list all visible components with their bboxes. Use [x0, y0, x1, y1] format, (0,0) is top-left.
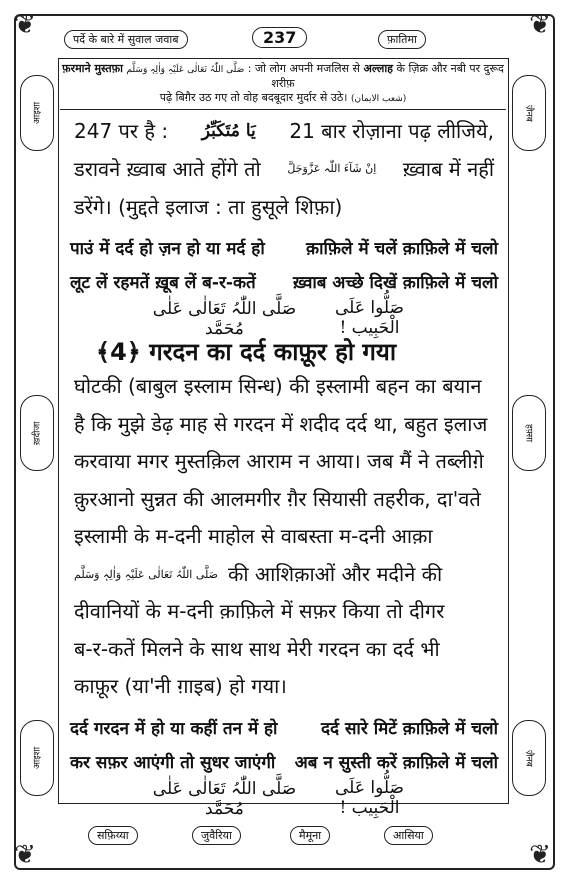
verse-line: [70, 716, 498, 739]
verse-line: [70, 236, 498, 259]
intro-arabic: یَا مُتَکَبِّرُ: [201, 121, 256, 141]
intro-pre: डरेंगे। (मुद्दते इलाज : ता हुसूले शिफ़ा): [74, 195, 343, 219]
verse-right: दर्द सारे मिटें क़ाफ़िले में चलो: [320, 719, 498, 739]
paragraph-line: ब-र-कतें मिलने के साथ साथ मेरी गरदन का दर्द भी: [74, 636, 440, 661]
notice-label: फ़रमाने मुस्तफ़ा: [62, 62, 123, 75]
intro-pre: डरावने ख़्वाब आते होंगे तो: [74, 157, 261, 181]
salat-right: صَلُّوا عَلَی الْحَبِیب !: [335, 298, 404, 338]
intro-line: [74, 112, 494, 150]
salat-left: صَلَّی اللّٰہُ تَعَالٰی عَلٰی مُحَمَّد: [152, 299, 297, 339]
footer-name: मैमूना: [290, 826, 330, 845]
notice-text: : जो लोग अपनी मजलिस से: [247, 62, 360, 75]
verse-right: ख़्वाब अच्छे दिखें क़ाफ़िले में चलो: [292, 273, 498, 293]
side-medallion-right: ज़ैनब: [512, 720, 546, 796]
verse-left: पाउं में दर्द हो ज़न हो या मर्द हो: [70, 239, 265, 259]
salat-left: صَلَّی اللّٰہُ تَعَالٰی عَلٰی مُحَمَّد: [152, 779, 297, 819]
corner-ornament-icon: ❦: [14, 840, 36, 870]
verse-right: अब न सुस्ती करें क़ाफ़िले में चलो: [294, 753, 498, 773]
verse-right: क़ाफ़िले में चलें क़ाफ़िले में चलो: [306, 239, 498, 259]
intro-post: ख़्वाब में नहीं: [402, 157, 494, 181]
header-name-label: फ़ातिमा: [378, 30, 426, 49]
paragraph-line: क़ुरआनो सुन्नत की आलमगीर ग़ैर सियासी तहरीक, दा'वते: [74, 486, 481, 511]
corner-ornament-icon: ❦: [14, 10, 36, 40]
paragraph-line: है कि मुझे डेढ़ माह से गरदन में शदीद दर्द था, बहुत इलाज: [74, 411, 488, 436]
section-heading: [96, 335, 476, 368]
verse-line: [70, 750, 498, 773]
heading-number: ﴾4﴿: [96, 338, 141, 366]
verse-left: दर्द गरदन में हो या कहीं तन में हो: [70, 719, 278, 739]
paragraph-line: दीवानियों के म-दनी क़ाफ़िले में सफ़र किया तो दीगर: [74, 599, 445, 623]
side-medallion-left: आइशा: [20, 720, 54, 796]
salat-line: [140, 778, 430, 819]
page-header: [0, 26, 565, 52]
paragraph-line: करवाया मगर मुस्तक़िल आराम न आया। जब मैं ने तब्लीग़े: [74, 449, 484, 473]
notice-line2: पढ़े बिग़ैर उठ गए तो वोह बदबूदार मुर्दार से उठे।: [159, 91, 348, 104]
paragraph-line: [74, 556, 494, 594]
page-footer: [0, 826, 565, 852]
intro-line: [74, 150, 494, 188]
hadith-notice: [60, 62, 506, 110]
paragraph-line: काफ़ूर (या'नी ग़ाइब) हो गया।: [74, 674, 287, 698]
footer-name: जुवैरिया: [192, 826, 241, 845]
footer-name: आसिया: [384, 826, 433, 845]
side-medallion-left: आइशा: [20, 75, 54, 151]
story-paragraph: [74, 368, 494, 706]
verse-left: लूट लें रहमतें ख़ूब लें ब-र-कतें: [70, 273, 256, 293]
book-title: पर्दे के बारे में सुवाल जवाब: [64, 30, 188, 49]
heading-title: गरदन का दर्द काफ़ूर हो गया: [149, 338, 397, 366]
paragraph-arabic: صَلَّی اللّٰہُ تَعَالٰی عَلَیْہِ وَاٰلِہٖ وَسَلَّم: [74, 567, 218, 581]
side-medallion-right: ज़ैनब: [512, 75, 546, 151]
intro-post: 21 बार रोज़ाना पढ़ लीजिये,: [289, 119, 494, 143]
verse-line: [70, 270, 498, 293]
salat-line: [140, 298, 430, 339]
notice-source: (شعب الایمان): [350, 94, 407, 104]
intro-arabic: اِنْ شَآءَ اللّٰہ عَزَّوَجَلَّ: [287, 162, 377, 175]
page-number: 237: [252, 27, 307, 48]
side-medallion-right: हफ़्सा: [512, 395, 546, 471]
corner-ornament-icon: ❦: [529, 840, 551, 870]
verse-left: कर सफ़र आएंगी तो सुधर जाएंगी: [70, 753, 276, 773]
intro-line: [74, 188, 494, 226]
notice-text2: के ज़िक्र और नबी पर दुरूद शरीफ़: [271, 62, 504, 90]
paragraph-line: घोटकी (बाबुल इस्लाम सिन्ध) की इस्लामी बहन का बयान: [74, 374, 482, 398]
intro-pre: 247 पर है :: [74, 119, 169, 143]
corner-ornament-icon: ❦: [529, 10, 551, 40]
side-medallion-left: ख़दीजा: [20, 395, 54, 471]
salat-right: صَلُّوا عَلَی الْحَبِیب !: [335, 778, 404, 818]
notice-arabic: صَلَّی اللّٰہُ تَعَالٰی عَلَیْہِ وَاٰلِہٖ وَسَلَّم: [126, 65, 245, 75]
paragraph-line: इस्लामी के म-दनी माहोल से वाबस्ता म-दनी आक़ा: [74, 524, 433, 548]
footer-name: सफ़िय्या: [88, 826, 138, 845]
intro-text: [74, 112, 494, 226]
notice-bold: अल्लाह: [363, 62, 394, 75]
paragraph-text: की आशिक़ाओं और मदीने की: [228, 561, 443, 586]
